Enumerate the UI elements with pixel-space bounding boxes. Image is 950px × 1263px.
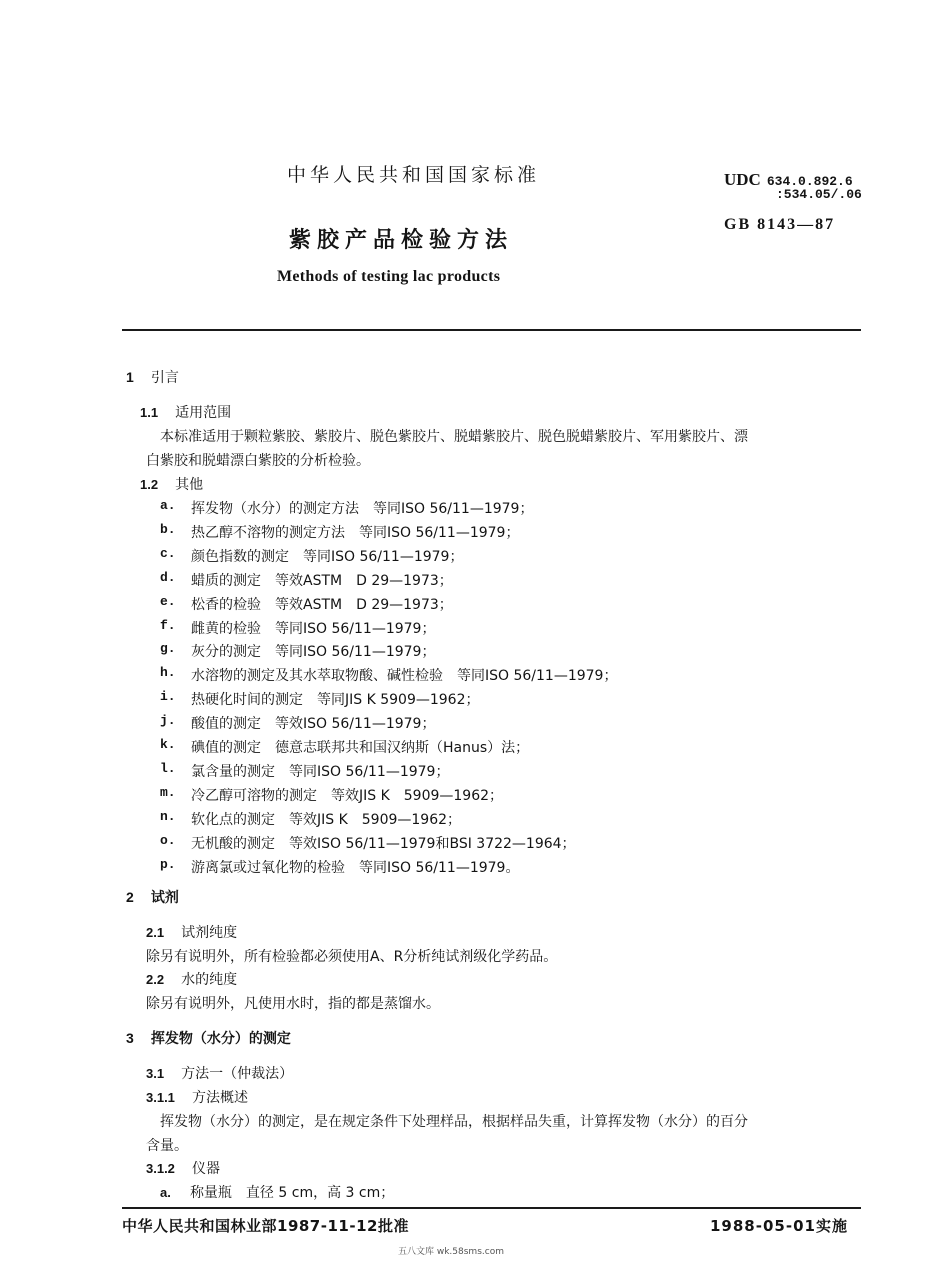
item-letter: m.	[160, 784, 176, 800]
section-2-1-heading	[146, 922, 237, 942]
item-letter: h.	[160, 665, 176, 681]
item-letter: b.	[160, 521, 176, 537]
section-number: 1.1	[140, 405, 159, 420]
page-title: 紫胶产品检验方法	[289, 228, 514, 253]
section-number: 3.1.1	[146, 1090, 175, 1105]
section-1-heading	[126, 367, 179, 387]
section-title: 其他	[175, 477, 204, 493]
item-letter: f.	[160, 617, 176, 633]
item-text: 称量瓶 直径 5 cm，高 3 cm；	[189, 1185, 395, 1201]
udc-label: UDC	[724, 170, 761, 189]
water-purity-text: 除另有说明外，凡使用水时，指的都是蒸馏水。	[146, 996, 440, 1012]
item-text: 游离氯或过氧化物的检验 等同ISO 56/11—1979。	[191, 859, 520, 876]
item-letter: a.	[160, 498, 176, 513]
section-1-1-heading	[140, 402, 231, 422]
section-number: 2.1	[146, 925, 165, 940]
section-number: 1	[126, 369, 134, 385]
section-title: 仪器	[192, 1161, 221, 1177]
item-text: 软化点的测定 等效JIS K 5909—1962；	[191, 811, 462, 828]
section-3-1-1-heading	[146, 1087, 248, 1107]
section-number: 3	[126, 1030, 134, 1046]
method-overview-line1: 挥发物（水分）的测定，是在规定条件下处理样品，根据样品失重，计算挥发物（水分）的百分	[160, 1114, 748, 1130]
item-text: 酸值的测定 等效ISO 56/11—1979；	[191, 716, 436, 733]
method-overview-line2: 含量。	[146, 1138, 188, 1154]
section-3-heading	[126, 1028, 291, 1048]
section-2-2-heading	[146, 969, 237, 989]
section-title: 挥发物（水分）的测定	[150, 1031, 291, 1047]
item-text: 颜色指数的测定 等同ISO 56/11—1979；	[191, 548, 464, 565]
item-text: 水溶物的测定及其水萃取物酸、碱性检验 等同ISO 56/11—1979；	[191, 668, 618, 685]
footer-divider	[122, 1207, 861, 1209]
section-title: 试剂	[150, 890, 179, 906]
item-text: 热硬化时间的测定 等同JIS K 5909—1962；	[191, 692, 480, 709]
item-letter: i.	[160, 689, 176, 705]
item-letter: a.	[160, 1185, 171, 1200]
item-text: 灰分的测定 等同ISO 56/11—1979；	[191, 644, 436, 661]
item-letter: e.	[160, 593, 176, 609]
item-letter: o.	[160, 832, 176, 848]
section-number: 2.2	[146, 972, 165, 987]
section-3-1-heading	[146, 1063, 293, 1083]
udc-number-line1: 634.0.892.6	[766, 174, 853, 189]
section-title: 试剂纯度	[181, 925, 238, 941]
reagent-purity-text: 除另有说明外，所有检验都必须使用A、R分析纯试剂级化学药品。	[146, 949, 558, 965]
english-title: Methods of testing lac products	[277, 268, 501, 285]
header-divider	[122, 329, 861, 331]
section-title: 方法概述	[192, 1090, 249, 1106]
item-text: 热乙醇不溶物的测定方法 等同ISO 56/11—1979；	[191, 524, 520, 541]
approval-issuer: 中华人民共和国林业部1987-11-12批准	[122, 1217, 409, 1235]
section-title: 水的纯度	[181, 972, 238, 988]
item-letter: l.	[160, 760, 176, 776]
item-text: 碘值的测定 德意志联邦共和国汉纳斯（Hanus）法；	[191, 740, 530, 756]
item-letter: d.	[160, 569, 176, 585]
item-letter: k.	[160, 737, 176, 752]
section-number: 3.1.2	[146, 1161, 175, 1176]
section-number: 3.1	[146, 1066, 165, 1081]
section-number: 1.2	[140, 477, 159, 492]
section-2-heading	[126, 887, 179, 907]
item-letter: n.	[160, 808, 176, 824]
item-text: 无机酸的测定 等效ISO 56/11—1979和BSI 3722—1964；	[191, 835, 576, 852]
item-text: 挥发物（水分）的测定方法 等同ISO 56/11—1979；	[191, 501, 534, 517]
item-text: 冷乙醇可溶物的测定 等效JIS K 5909—1962；	[191, 787, 504, 804]
section-title: 引言	[150, 370, 179, 386]
effective-date: 1988-05-01实施	[710, 1217, 848, 1235]
scope-text-line1: 本标准适用于颗粒紫胶、紫胶片、脱色紫胶片、脱蜡紫胶片、脱色脱蜡紫胶片、军用紫胶片、漂	[160, 429, 748, 445]
item-text: 雌黄的检验 等同ISO 56/11—1979；	[191, 620, 436, 637]
scope-text-line2: 白紫胶和脱蜡漂白紫胶的分析检验。	[146, 453, 370, 469]
section-3-1-2-heading	[146, 1158, 220, 1178]
section-number: 2	[126, 889, 134, 905]
standard-type: 中华人民共和国国家标准	[287, 164, 541, 186]
watermark: 五八文库 wk.58sms.com	[398, 1247, 504, 1257]
gb-code: GB 8143—87	[724, 216, 836, 233]
item-letter: g.	[160, 641, 176, 657]
section-title: 方法一（仲裁法）	[181, 1066, 294, 1082]
section-title: 适用范围	[175, 405, 232, 421]
item-letter: p.	[160, 856, 176, 872]
item-text: 蜡质的测定 等效ASTM D 29—1973；	[191, 572, 453, 589]
udc-number-line2: :534.05/.06	[776, 187, 862, 202]
apparatus-item	[160, 1182, 394, 1202]
item-letter: j.	[160, 713, 176, 729]
item-text: 氯含量的测定 等同ISO 56/11—1979；	[191, 763, 450, 780]
section-1-2-heading	[140, 474, 203, 494]
item-letter: c.	[160, 545, 176, 561]
item-text: 松香的检验 等效ASTM D 29—1973；	[191, 596, 453, 613]
